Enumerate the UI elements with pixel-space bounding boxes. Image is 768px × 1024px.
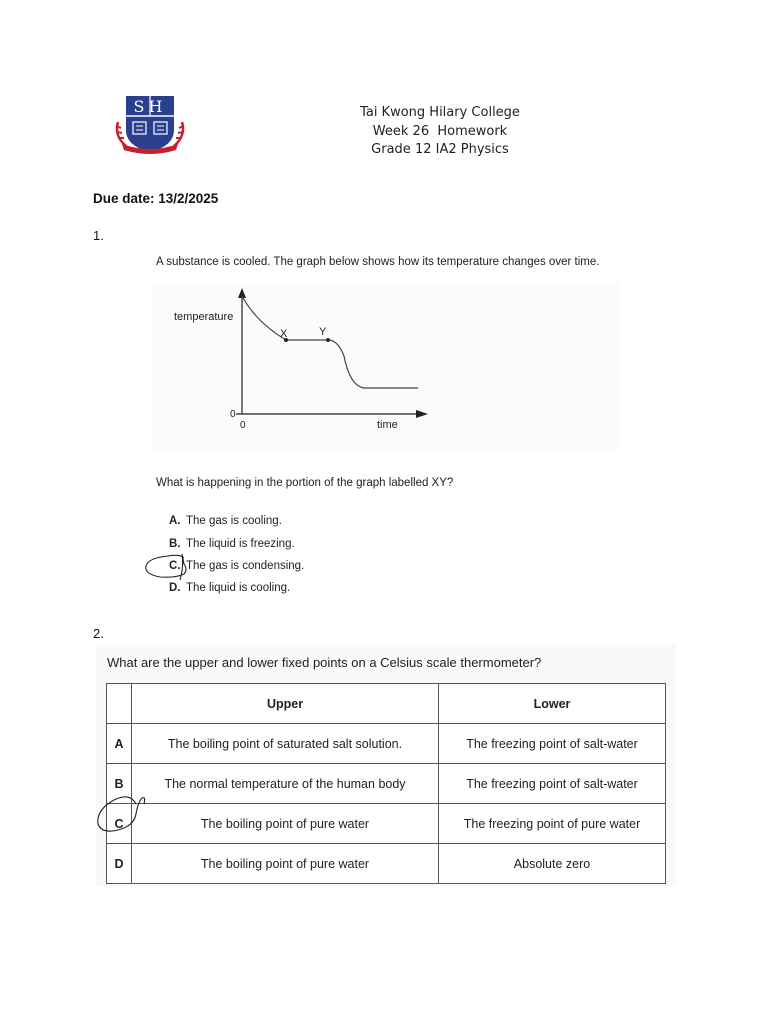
school-logo <box>112 92 188 156</box>
point-y-marker <box>326 338 330 342</box>
row-letter: D <box>107 844 132 884</box>
option-letter: B. <box>169 538 181 550</box>
x-axis-label: time <box>377 419 398 431</box>
row-lower: The freezing point of salt-water <box>439 724 666 764</box>
week-title: Week 26 Homework <box>372 123 508 139</box>
option-a <box>169 515 282 527</box>
table-row <box>107 764 666 804</box>
row-letter: A <box>107 724 132 764</box>
question-1-number: 1. <box>93 228 104 243</box>
row-lower: The freezing point of pure water <box>439 804 666 844</box>
option-letter: D. <box>169 582 181 594</box>
grade-subject: Grade 12 IA2 Physics <box>371 142 509 157</box>
table-header-row <box>107 684 666 724</box>
table-row <box>107 804 666 844</box>
x-origin-label: 0 <box>240 420 246 431</box>
hand-drawn-circle-mark <box>92 790 152 836</box>
row-letter: B <box>107 764 132 804</box>
row-upper: The boiling point of saturated salt solution. <box>132 724 439 764</box>
question-2-number: 2. <box>93 626 104 641</box>
option-text: The gas is cooling. <box>186 515 282 527</box>
y-origin-label: 0 <box>230 409 236 420</box>
school-name: Tai Kwong Hilary College <box>360 105 520 120</box>
row-lower: Absolute zero <box>439 844 666 884</box>
question-2-text: What are the upper and lower fixed points on a Celsius scale thermometer? <box>107 655 542 670</box>
row-upper: The boiling point of pure water <box>132 804 439 844</box>
row-letter: C <box>107 804 132 844</box>
point-x-label: X <box>280 328 288 340</box>
hand-drawn-circle-mark <box>140 550 190 584</box>
table-row <box>107 844 666 884</box>
row-upper: The boiling point of pure water <box>132 844 439 884</box>
table-row <box>107 724 666 764</box>
x-axis-arrow <box>416 410 428 418</box>
school-header <box>300 104 580 160</box>
option-text: The liquid is freezing. <box>186 538 295 550</box>
option-text: The gas is condensing. <box>186 560 305 572</box>
logo-letters: SH <box>133 97 167 116</box>
header-upper: Upper <box>132 684 439 724</box>
row-lower: The freezing point of salt-water <box>439 764 666 804</box>
option-b <box>169 538 295 550</box>
option-letter: A. <box>169 515 181 527</box>
cooling-curve <box>242 296 418 388</box>
question-1-intro: A substance is cooled. The graph below shows how its temperature changes over time. <box>156 256 600 268</box>
option-text: The liquid is cooling. <box>186 582 291 594</box>
cooling-curve-graph <box>152 282 620 450</box>
y-axis-label: temperature <box>174 311 234 323</box>
option-letter: C. <box>169 560 181 572</box>
header-letter-cell <box>107 684 132 724</box>
point-y-label: Y <box>319 326 327 338</box>
due-date: Due date: 13/2/2025 <box>93 191 219 206</box>
question-1-text: What is happening in the portion of the graph labelled XY? <box>156 477 454 489</box>
header-lower: Lower <box>439 684 666 724</box>
fixed-points-table <box>106 683 666 884</box>
row-upper: The normal temperature of the human body <box>132 764 439 804</box>
